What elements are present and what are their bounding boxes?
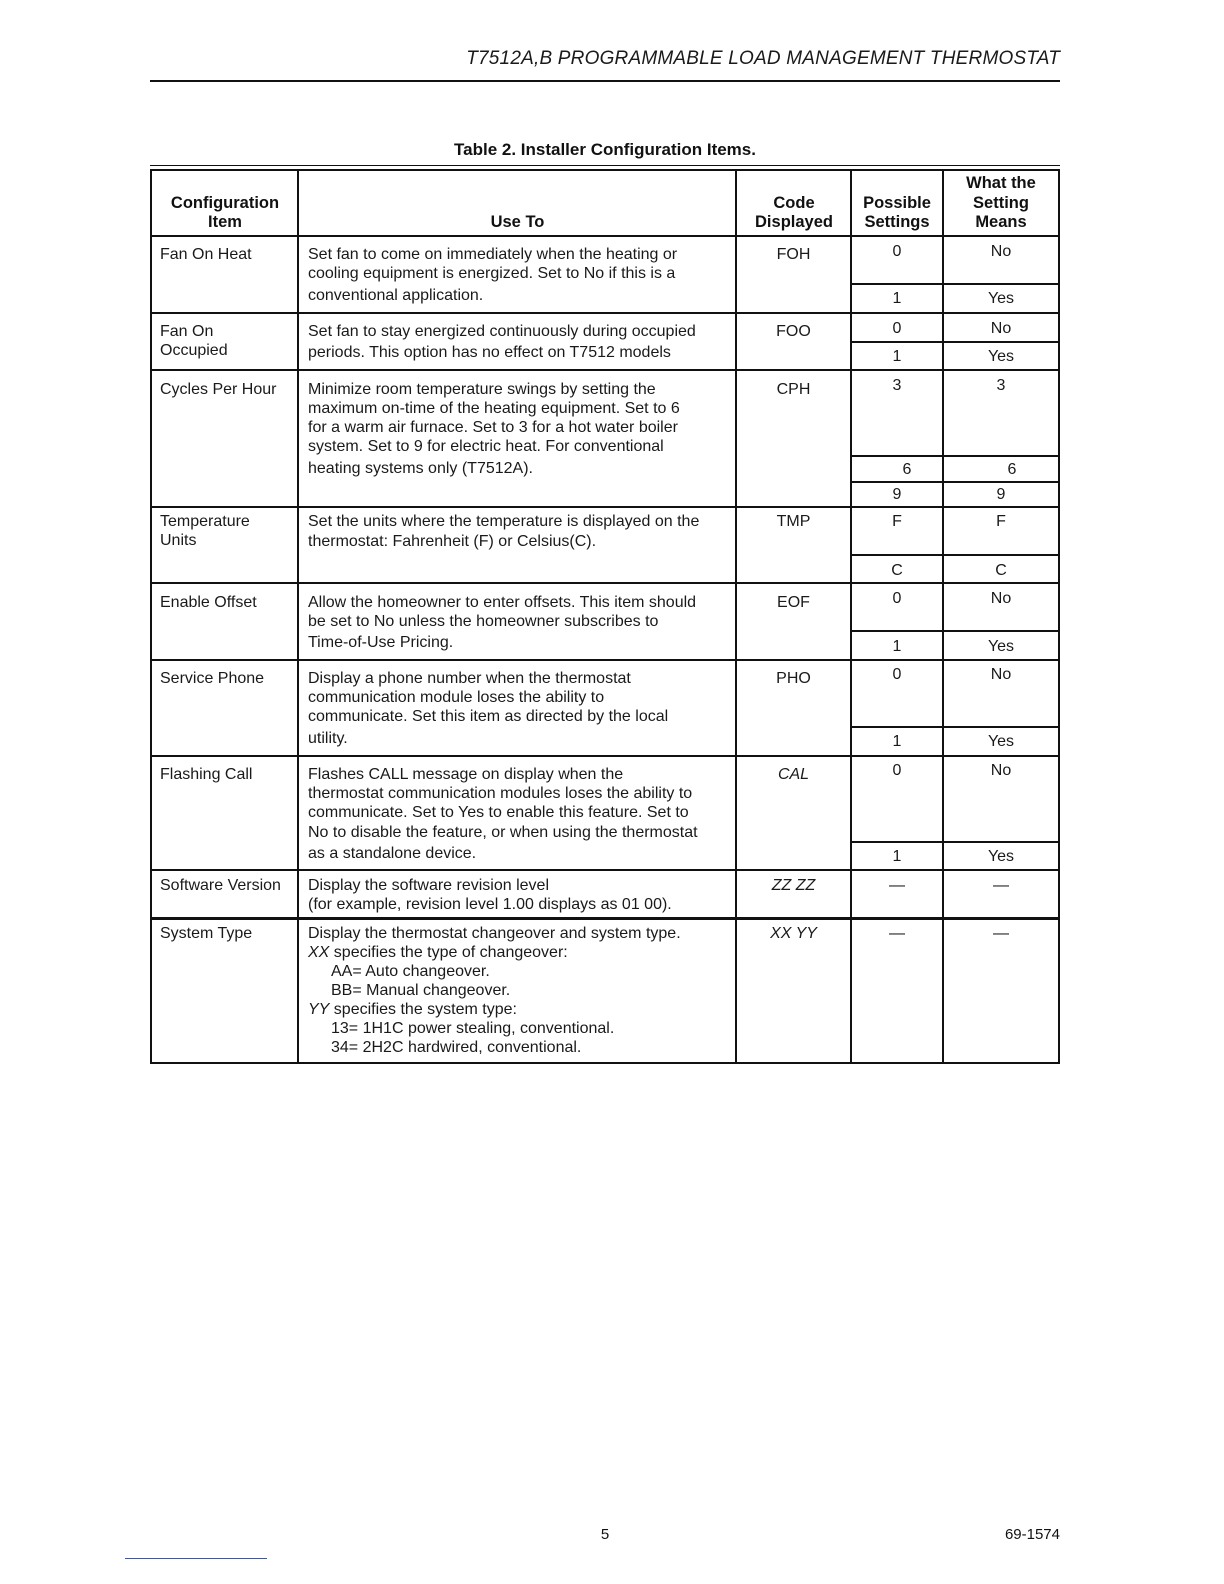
setting-meaning: — bbox=[993, 925, 1009, 942]
header-code-displayed: Code Displayed bbox=[755, 193, 833, 231]
use-line: heating systems only (T7512A). bbox=[308, 460, 533, 477]
use-line: conventional application. bbox=[308, 287, 484, 304]
header-rule-bottom bbox=[150, 235, 1060, 237]
option-separator bbox=[850, 554, 1060, 556]
use-line: Allow the homeowner to enter offsets. This item should bbox=[308, 594, 697, 611]
use-line-indented: 13= 1H1C power stealing, conventional. bbox=[331, 1020, 615, 1037]
xx-code: XX bbox=[308, 944, 330, 961]
option-separator bbox=[850, 726, 1060, 728]
use-line: maximum on-time of the heating equipment. Set to 6 bbox=[308, 400, 680, 417]
option-separator bbox=[850, 481, 1060, 483]
setting-value: 1 bbox=[892, 733, 902, 750]
use-line: Flashes CALL message on display when the bbox=[308, 766, 624, 783]
item-cycles-per-hour: Cycles Per Hour bbox=[160, 381, 277, 398]
setting-meaning: No bbox=[990, 320, 1012, 337]
use-line: Display the thermostat changeover and system type. bbox=[308, 925, 681, 942]
setting-meaning: No bbox=[990, 243, 1012, 260]
yy-text: specifies the system type: bbox=[329, 1001, 517, 1018]
code-cal: CAL bbox=[777, 766, 810, 783]
code-pho: PHO bbox=[776, 670, 811, 687]
yy-code: YY bbox=[308, 1001, 330, 1018]
row-separator bbox=[150, 312, 1060, 314]
setting-value: 1 bbox=[892, 348, 902, 365]
header-configuration-item: Configuration Item bbox=[170, 193, 280, 231]
item-fan-on-heat: Fan On Heat bbox=[160, 246, 252, 263]
setting-meaning: Yes bbox=[987, 290, 1015, 307]
use-line-xx bbox=[308, 943, 732, 962]
setting-value: 0 bbox=[892, 320, 902, 337]
row-separator bbox=[150, 917, 1060, 920]
code-eof: EOF bbox=[777, 594, 810, 611]
option-separator bbox=[850, 283, 1060, 285]
setting-value: 9 bbox=[892, 486, 902, 503]
use-line: Display a phone number when the thermostat bbox=[308, 670, 631, 687]
setting-value: F bbox=[892, 513, 902, 530]
row-separator bbox=[150, 869, 1060, 871]
option-separator bbox=[850, 455, 1060, 457]
option-separator bbox=[850, 841, 1060, 843]
use-line: (for example, revision level 1.00 displays as 01 00). bbox=[308, 896, 672, 913]
setting-meaning: Yes bbox=[987, 638, 1015, 655]
use-line: for a warm air furnace. Set to 3 for a hot water boiler bbox=[308, 419, 678, 436]
header-rule bbox=[150, 80, 1060, 82]
document-number: 69-1574 bbox=[1004, 1526, 1060, 1543]
setting-value: 1 bbox=[892, 290, 902, 307]
setting-value: 0 bbox=[892, 590, 902, 607]
header-setting-means: What the Setting Means bbox=[966, 174, 1036, 231]
use-line: communicate. Set this item as directed by the local bbox=[308, 708, 669, 725]
use-line-indented: AA= Auto changeover. bbox=[331, 963, 490, 980]
running-head: T7512A,B PROGRAMMABLE LOAD MANAGEMENT THERMOSTAT bbox=[466, 48, 1060, 69]
item-software-version: Software Version bbox=[160, 877, 281, 894]
setting-value: — bbox=[889, 925, 905, 942]
setting-value: 1 bbox=[892, 848, 902, 865]
use-line-indented: 34= 2H2C hardwired, conventional. bbox=[331, 1039, 582, 1056]
use-line: cooling equipment is energized. Set to No if this is a bbox=[308, 265, 676, 282]
setting-value: 3 bbox=[892, 377, 902, 394]
item-fan-on-occupied: Fan On Occupied bbox=[160, 323, 228, 360]
use-line-yy bbox=[308, 1000, 732, 1019]
code-tmp: TMP bbox=[776, 513, 811, 530]
item-system-type: System Type bbox=[160, 925, 253, 942]
setting-meaning: F bbox=[996, 513, 1006, 530]
row-separator bbox=[150, 582, 1060, 584]
table-caption: Table 2. Installer Configuration Items. bbox=[454, 140, 756, 159]
row-separator bbox=[150, 659, 1060, 661]
item-service-phone: Service Phone bbox=[160, 670, 265, 687]
setting-value: 0 bbox=[892, 762, 902, 779]
setting-meaning: Yes bbox=[987, 848, 1015, 865]
code-zz-zz: ZZ ZZ bbox=[771, 877, 816, 894]
setting-meaning: Yes bbox=[987, 348, 1015, 365]
item-flashing-call: Flashing Call bbox=[160, 766, 253, 783]
setting-value: 0 bbox=[892, 666, 902, 683]
setting-meaning: No bbox=[990, 590, 1012, 607]
item-temperature-units: Temperature Units bbox=[160, 513, 250, 550]
row-separator bbox=[150, 755, 1060, 757]
code-foh: FOH bbox=[776, 246, 811, 263]
row-separator bbox=[150, 369, 1060, 371]
option-separator bbox=[850, 630, 1060, 632]
use-line: Minimize room temperature swings by setting the bbox=[308, 381, 656, 398]
use-line: thermostat: Fahrenheit (F) or Celsius(C). bbox=[308, 533, 597, 550]
setting-value: 0 bbox=[892, 243, 902, 260]
use-line: be set to No unless the homeowner subscribes to bbox=[308, 613, 659, 630]
setting-value: — bbox=[889, 877, 905, 894]
use-line: periods. This option has no effect on T7512 models bbox=[308, 344, 671, 361]
code-cph: CPH bbox=[776, 381, 811, 398]
use-line: system. Set to 9 for electric heat. For conventional bbox=[308, 438, 664, 455]
setting-meaning: 6 bbox=[1007, 461, 1017, 478]
caption-rule bbox=[150, 165, 1060, 166]
header-use-to: Use To bbox=[490, 212, 545, 231]
use-line: as a standalone device. bbox=[308, 845, 477, 862]
footer-link-underline bbox=[125, 1558, 267, 1559]
use-line: Set the units where the temperature is displayed on the bbox=[308, 513, 700, 530]
item-enable-offset: Enable Offset bbox=[160, 594, 257, 611]
setting-value: 6 bbox=[902, 461, 912, 478]
use-line: Set fan to stay energized continuously during occupied bbox=[308, 323, 696, 340]
header-possible-settings: Possible Settings bbox=[863, 193, 931, 231]
setting-meaning: No bbox=[990, 666, 1012, 683]
setting-meaning: No bbox=[990, 762, 1012, 779]
setting-value: C bbox=[891, 562, 903, 579]
use-line: communication module loses the ability to bbox=[308, 689, 605, 706]
use-line: No to disable the feature, or when using the thermostat bbox=[308, 824, 698, 841]
setting-meaning: — bbox=[993, 877, 1009, 894]
setting-value: 1 bbox=[892, 638, 902, 655]
page-number: 5 bbox=[600, 1526, 610, 1543]
option-separator bbox=[850, 341, 1060, 343]
use-line: Display the software revision level bbox=[308, 877, 549, 894]
setting-meaning: 3 bbox=[996, 377, 1006, 394]
use-line: Time-of-Use Pricing. bbox=[308, 634, 454, 651]
code-foo: FOO bbox=[776, 323, 811, 340]
setting-meaning: 9 bbox=[996, 486, 1006, 503]
use-line: Set fan to come on immediately when the heating or bbox=[308, 246, 678, 263]
use-line-indented: BB= Manual changeover. bbox=[331, 982, 511, 999]
setting-meaning: C bbox=[995, 562, 1007, 579]
xx-text: specifies the type of changeover: bbox=[329, 944, 568, 961]
use-line: communicate. Set to Yes to enable this feature. Set to bbox=[308, 804, 689, 821]
setting-meaning: Yes bbox=[987, 733, 1015, 750]
col-divider bbox=[297, 169, 299, 1064]
row-separator bbox=[150, 506, 1060, 508]
code-xx-yy: XX YY bbox=[770, 925, 817, 942]
use-line: thermostat communication modules loses the ability to bbox=[308, 785, 693, 802]
use-line: utility. bbox=[308, 730, 348, 747]
